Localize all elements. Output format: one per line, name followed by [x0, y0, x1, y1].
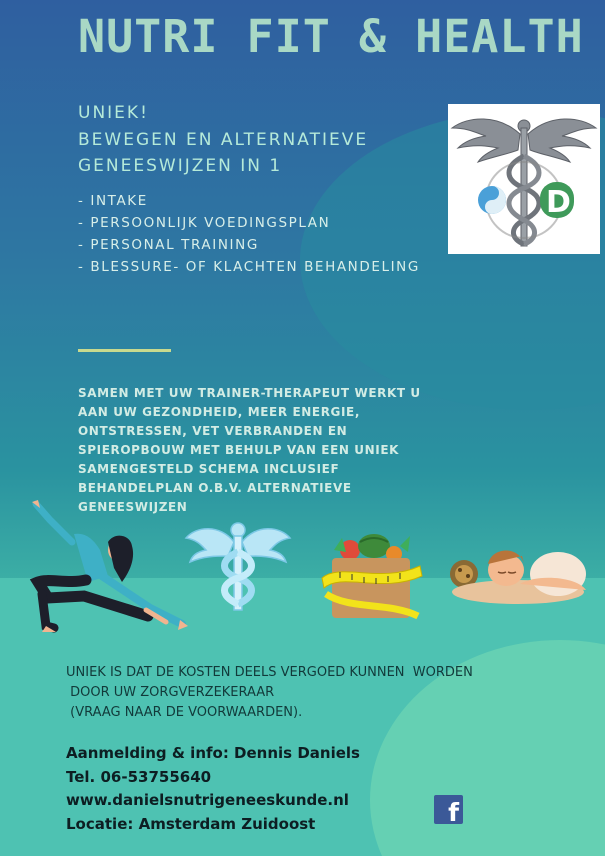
- logo-letter: D: [546, 185, 571, 220]
- accent-divider: [78, 349, 171, 352]
- caduceus-logo-icon: [448, 104, 600, 254]
- body-text: SAMEN MET UW TRAINER-THERAPEUT WERKT U AAN UW GEZONDHEID, MEER ENERGIE, ONTSTRESSEN, VET VERBRANDEN EN SPIEROPBOUW MET BEHULP VAN EEN UNIEK SAMENGESTELD SCHEMA INCLUSIEF BEHANDELPLAN O.B.V. ALTERNATIEVE GENEESWIJZEN: [78, 386, 421, 514]
- contact-location: Locatie: Amsterdam Zuidoost: [66, 814, 316, 833]
- facebook-icon[interactable]: f: [434, 795, 463, 824]
- service-item: - BLESSURE- OF KLACHTEN BEHANDELING: [78, 259, 420, 275]
- intro-label: UNIEK!: [78, 103, 149, 123]
- yoga-woman-icon: [28, 498, 188, 638]
- intro-line-2: GENEESWIJZEN IN 1: [78, 156, 283, 176]
- contact-line: Aanmelding & info: Dennis Daniels: [66, 744, 360, 762]
- massage-icon: [446, 540, 588, 608]
- services-list: [78, 190, 420, 278]
- intro-line-1: BEWEGEN EN ALTERNATIEVE: [78, 130, 369, 150]
- service-item: - PERSOONLIJK VOEDINGSPLAN: [78, 215, 331, 231]
- logo: [448, 104, 600, 254]
- contact-website-link[interactable]: www.danielsnutrigeneeskunde.nl: [66, 791, 349, 809]
- service-item: - INTAKE: [78, 193, 148, 209]
- groceries-bag-icon: [320, 532, 424, 622]
- contact-phone: Tel. 06-53755640: [66, 767, 212, 786]
- caduceus-icon: [184, 520, 292, 614]
- contact-info: [66, 742, 360, 836]
- flyer-title: NUTRI FIT & HEALTH: [78, 10, 584, 63]
- reimbursement-note: UNIEK IS DAT DE KOSTEN DEELS VERGOED KUNNEN WORDEN DOOR UW ZORGVERZEKERAAR (VRAAG NAAR DE VOORWAARDEN).: [66, 665, 473, 720]
- service-item: - PERSONAL TRAINING: [78, 237, 259, 253]
